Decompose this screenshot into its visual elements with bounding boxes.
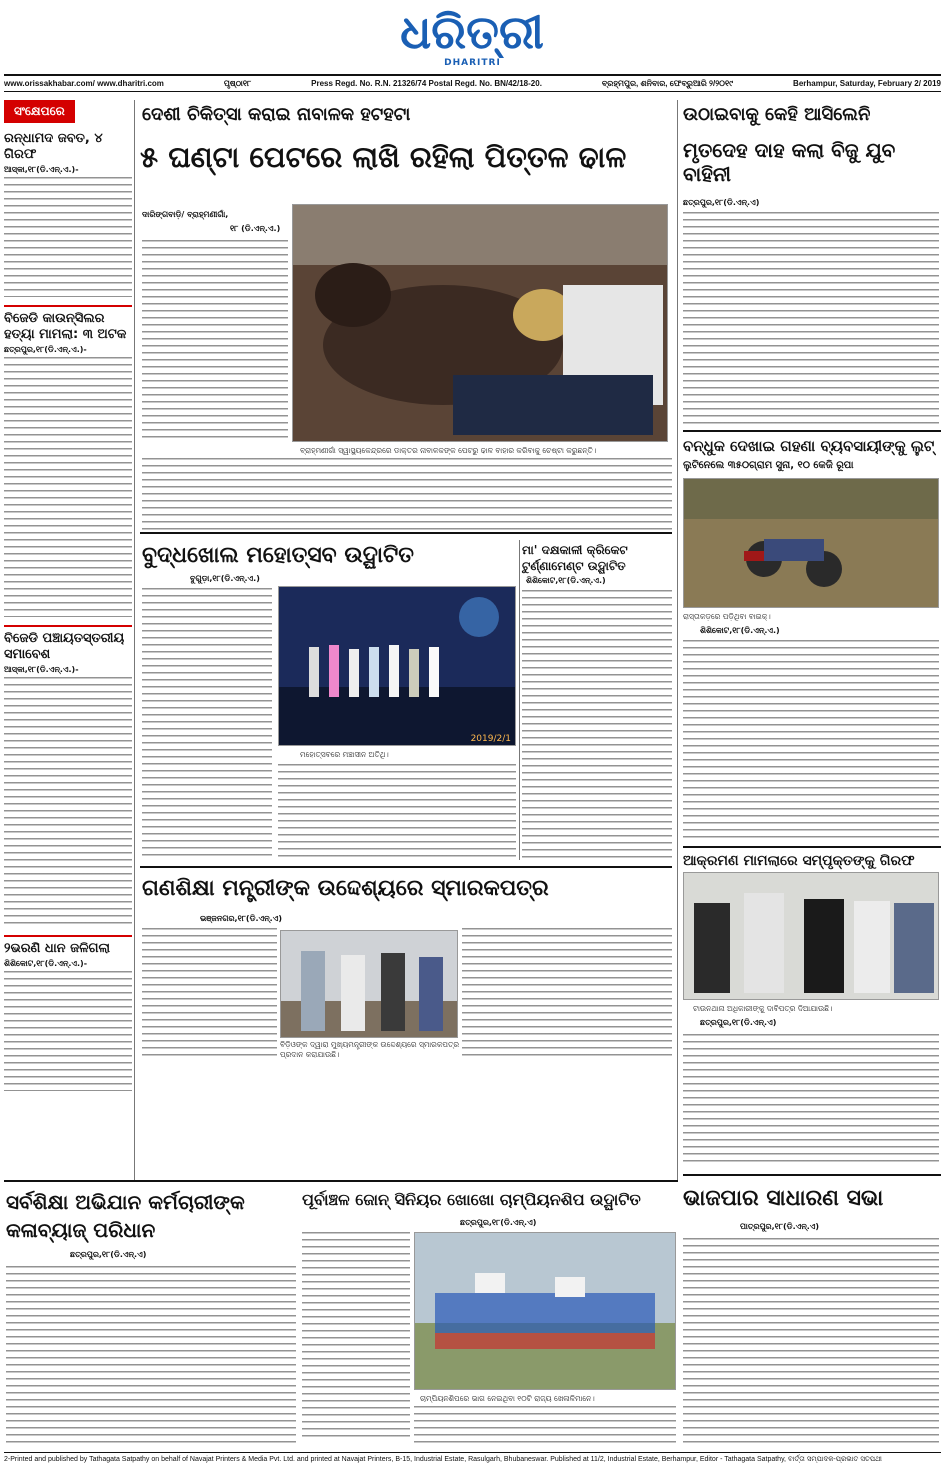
column-rule bbox=[134, 100, 135, 1180]
briefs-column bbox=[4, 100, 132, 1091]
story10-body bbox=[683, 1238, 939, 1446]
story1-dateline2: ୧୮ (ଡି.ଏନ୍.ଏ.) bbox=[230, 224, 281, 233]
imprint-footer: 2-Printed and published by Tathagata Satpathy on behalf of Navajat Printers & Media Pvt. Ltd. and printed at Navajat Printers, B-15, Industrial Estate, Rasulgarh, Bhubaneswar. Published at 11/2, Industrial Estate, Berhampur, Editor - Tathagata Satpathy, ବାର୍ତ୍ତା ସମ୍ପାଦକ-ପ୍ରଭାତ ସତପଥୀ bbox=[4, 1452, 941, 1466]
story8-body bbox=[6, 1266, 296, 1446]
story7-body-a bbox=[142, 928, 277, 1056]
svg-text:2019/2/1: 2019/2/1 bbox=[470, 734, 511, 744]
story6-dateline: ଛତ୍ରପୁର,୧୮(ଡି.ଏନ୍.ଏ) bbox=[700, 1018, 777, 1027]
story4-body-b bbox=[278, 764, 516, 860]
masthead bbox=[0, 0, 945, 72]
story1-photo bbox=[292, 204, 668, 442]
brief-headline-4: ୨ଭରଣି ଧାନ ଜଳିଗଲା bbox=[4, 935, 132, 957]
boy-hospital-image bbox=[293, 205, 668, 442]
story10-headline: ଭାଜପାର ସାଧାରଣ ସଭା bbox=[683, 1186, 884, 1211]
story9-body-a bbox=[302, 1232, 410, 1442]
abandoned-bike-image bbox=[684, 479, 939, 608]
story4-dateline: ବୁଗୁଡ଼ା,୧୮(ଡି.ଏନ୍.ଏ.) bbox=[190, 574, 260, 583]
story5-headline: ମା' ଦକ୍ଷକାଳୀ କ୍ରିକେଟ ଟୁର୍ଣ୍ଣାମେଣ୍ଟ ଉଦ୍ଘାଟିତ bbox=[522, 543, 628, 573]
story4-caption: ମହୋତ୍ସବରେ ମଞ୍ଚାସୀନ ଅତିଥି। bbox=[300, 750, 389, 759]
brief-headline-3: ବିଜେଡି ପଞ୍ଚାୟତସ୍ତରୀୟ ସମାବେଶ bbox=[4, 625, 132, 663]
story3-subhead: ଲୁଟିନେଲେ ୩୫୦ଗ୍ରାମ ସୁନା, ୧୦ କେଜି ରୂପା bbox=[683, 460, 854, 471]
story1-headline: ୫ ଘଣ୍ଟା ପେଟରେ ଲାଖି ରହିଲା ପିତ୍ତଳ ଢାଳ bbox=[140, 140, 627, 174]
story3-caption: ରାସ୍ତାକଡ଼ରେ ପଡ଼ିଥିବା ବାଇକ୍। bbox=[683, 612, 771, 621]
story7-body-b bbox=[462, 928, 672, 1056]
story5-dateline: ଶିଶିକୋଟ,୧୮(ଡି.ଏନ୍.ଏ.) bbox=[526, 576, 606, 585]
brief-body-1 bbox=[4, 177, 132, 297]
brief-dateline-3: ଆସ୍କା,୧୮(ଡି.ଏନ୍.ଏ.)- bbox=[4, 665, 79, 674]
story1-dateline: ଦାରିଙ୍ଗବାଡ଼ି/ ବ୍ରାହ୍ମଣୀଗାଁ, bbox=[142, 210, 229, 219]
story3-photo bbox=[683, 478, 939, 608]
briefs-badge: ସଂକ୍ଷେପରେ bbox=[4, 100, 75, 123]
story1-body-b bbox=[142, 458, 672, 530]
story2-headline: ମୃତଦେହ ଦାହ କଲା ବିଜୁ ଯୁବ ବାହିନୀ bbox=[683, 138, 896, 186]
story7-photo bbox=[280, 930, 458, 1038]
story5-rule bbox=[519, 540, 520, 860]
story7-dateline: ଭଞ୍ଜନଗର,୧୮(ଡି.ଏନ୍.ଏ) bbox=[200, 914, 282, 923]
story7-headline: ଗଣଶିକ୍ଷା ମନ୍ତ୍ରୀଙ୍କ ଉଦ୍ଦେଶ୍ୟରେ ସ୍ମାରକପତ୍ର bbox=[142, 876, 549, 901]
story4-body-a bbox=[142, 588, 272, 858]
story3-body bbox=[683, 640, 939, 840]
story10-dateline: ପାତ୍ରପୁର,୧୮(ଡି.ଏନ୍.ଏ) bbox=[740, 1222, 820, 1231]
brief-dateline-2: ଛତ୍ରପୁର,୧୮(ଡି.ଏନ୍.ଏ.)- bbox=[4, 345, 87, 354]
brief-body-3 bbox=[4, 677, 132, 927]
story7-caption: ବିଡ଼ିଓଙ୍କ ଦ୍ୱାରା ମୁଖ୍ୟମନ୍ତ୍ରୀଙ୍କ ଉଦ୍ଦେଶ୍ୟରେ ସ୍ମାରକପତ୍ର ପ୍ରଦାନ କରାଯାଉଛି। bbox=[280, 1040, 460, 1059]
story3-rule bbox=[683, 430, 941, 432]
festival-stage-image bbox=[279, 587, 516, 746]
svg-text:ଧରିତ୍ରୀ: ଧରିତ୍ରୀ bbox=[400, 5, 544, 58]
column-rule-right bbox=[677, 100, 678, 1180]
brief-dateline-1: ଆସ୍କା,୧୮(ଡି.ଏନ୍.ଏ.)- bbox=[4, 165, 79, 174]
dharitri-logo bbox=[372, 2, 572, 58]
story6-headline: ଆକ୍ରମଣ ମାମଲାରେ ସମ୍ପୃକ୍ତଙ୍କୁ ଗିରଫ bbox=[683, 853, 915, 869]
story9-dateline: ଛତ୍ରପୁର,୧୮(ଡି.ଏନ୍.ଏ) bbox=[460, 1218, 537, 1227]
kho-kho-players-image bbox=[415, 1233, 676, 1390]
story9-photo bbox=[414, 1232, 676, 1390]
date-odia: ବ୍ରହ୍ମପୁର, ଶନିବାର, ଫେବ୍ରୁଆରି ୨/୨୦୧୯ bbox=[601, 78, 734, 88]
story7-rule bbox=[140, 866, 672, 868]
story2-dateline: ଛତ୍ରପୁର,୧୮(ଡି.ଏନ୍.ଏ) bbox=[683, 198, 760, 207]
story2-kicker: ଉଠାଇବାକୁ କେହି ଆସିଲେନି bbox=[683, 104, 871, 125]
story6-caption: ଟାଉନଥାନା ଅଧିକାରୀଙ୍କୁ ଦାବିପତ୍ର ଦିଆଯାଉଛି। bbox=[693, 1004, 833, 1013]
story8-rule bbox=[4, 1180, 678, 1182]
brief-headline-1: ରନ୍ଧାମଦ ଜବତ, ୪ ଗିରଫ bbox=[4, 131, 103, 162]
story10-rule bbox=[683, 1174, 941, 1176]
memorandum-meeting-image bbox=[684, 873, 939, 1000]
story6-rule bbox=[683, 846, 941, 848]
website-links: www.orissakhabar.com/ www.dharitri.com bbox=[4, 79, 164, 88]
story1-caption: ବ୍ରାହ୍ମଣୀଗାଁ ସ୍ୱାସ୍ଥ୍ୟକେନ୍ଦ୍ରରେ ଡାକ୍ତର ନାବାଳକଙ୍କ ପେଟରୁ ଢାଳ ବାହାର କରିବାକୁ ଚେଷ୍ଟା କରୁଛନ୍ତି। bbox=[300, 446, 597, 455]
brief-body-2 bbox=[4, 357, 132, 617]
story9-body-b bbox=[414, 1406, 676, 1446]
story1-kicker: ଦେଶୀ ଚିକିତ୍ସା କରାଇ ନାବାଳକ ହଟହଟା bbox=[142, 104, 411, 125]
story6-body bbox=[683, 1034, 939, 1166]
story3-headline: ବନ୍ଧୁକ ଦେଖାଇ ଗହଣା ବ୍ୟବସାୟୀଙ୍କୁ ଲୁଟ୍ bbox=[683, 437, 935, 455]
story3-dateline: ଶିଶିକୋଟ,୧୮(ଡି.ଏନ୍.ଏ.) bbox=[700, 626, 780, 635]
story6-photo bbox=[683, 872, 939, 1000]
story9-caption: ଚାମ୍ପିୟନଶିପରେ ଭାଗ ନେଇଥିବା ୧୦ଟି ରାଜ୍ୟ ଖେଳାଳିମାନେ। bbox=[420, 1394, 595, 1403]
date-info-strip bbox=[4, 74, 941, 92]
story2-body bbox=[683, 212, 939, 424]
story5-body bbox=[522, 590, 672, 860]
brief-headline-2: ବିଜେଡି କାଉନ୍ସିଲର ହତ୍ୟା ମାମଲା: ୩ ଅଟକ bbox=[4, 305, 132, 343]
story4-photo bbox=[278, 586, 516, 746]
story1-body-a bbox=[142, 240, 288, 440]
brief-body-4 bbox=[4, 971, 132, 1091]
press-registration: Press Regd. No. R.N. 21326/74 Postal Regd. No. BN/42/18-20. bbox=[311, 79, 542, 88]
memorandum-group-image bbox=[281, 931, 458, 1038]
date-english: Berhampur, Saturday, February 2/ 2019 bbox=[793, 79, 941, 88]
story9-headline: ପୂର୍ବାଞ୍ଚଳ ଜୋନ୍ ସିନିୟର ଖୋଖୋ ଚାମ୍ପିୟନଶିପ ଉଦ୍ଘାଟିତ bbox=[302, 1190, 641, 1209]
story8-dateline: ଛତ୍ରପୁର,୧୮(ଡି.ଏନ୍.ଏ) bbox=[70, 1250, 147, 1259]
logo-subtitle: DHARITRI bbox=[444, 58, 501, 68]
page-number: ପୃଷ୍ଠା୧୮ bbox=[223, 78, 252, 88]
story4-headline: ବୁଦ୍ଧଖୋଲ ମହୋତ୍ସବ ଉଦ୍ଘାଟିତ bbox=[142, 543, 414, 568]
story8-headline: ସର୍ବଶିକ୍ଷା ଅଭିଯାନ କର୍ମଚାରୀଙ୍କ କଳାବ୍ୟାଜ୍ ପରିଧାନ bbox=[6, 1190, 245, 1242]
brief-dateline-4: ଶିଶିକୋଟ,୧୮(ଡି.ଏନ୍.ଏ.)- bbox=[4, 959, 88, 968]
story4-rule bbox=[140, 532, 672, 534]
